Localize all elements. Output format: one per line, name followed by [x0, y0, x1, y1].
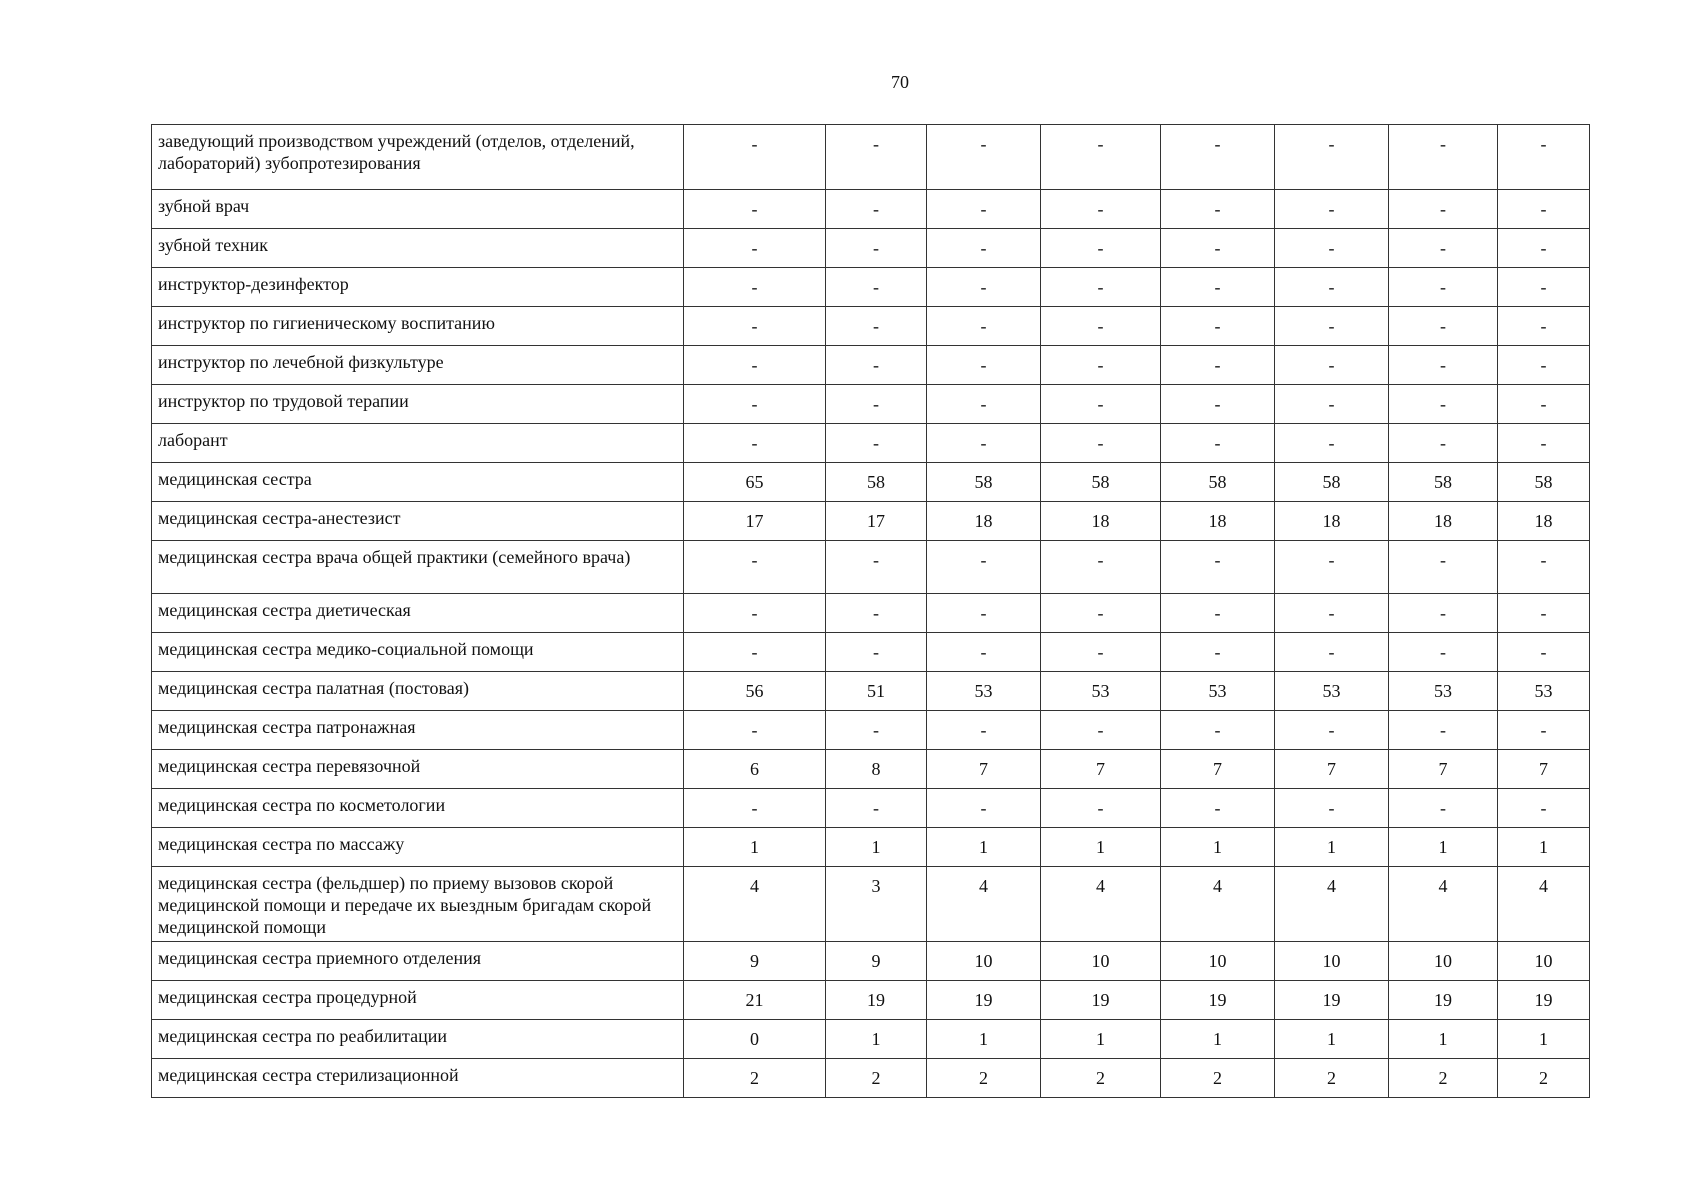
table-cell-value: 2 [1498, 1059, 1590, 1098]
table-cell-value: 18 [1041, 502, 1161, 541]
table-cell-value: 58 [1275, 463, 1389, 502]
page-number: 70 [891, 72, 909, 92]
position-name: инструктор-дезинфектор [152, 268, 684, 307]
table-cell-value: - [684, 789, 826, 828]
table-cell-value: 1 [1041, 1020, 1161, 1059]
table-cell-value: - [826, 268, 927, 307]
table-cell-value: - [1041, 268, 1161, 307]
position-name: зубной техник [152, 229, 684, 268]
table-cell-value: 1 [1498, 828, 1590, 867]
table-cell-value: 4 [1275, 867, 1389, 942]
table-cell-value: - [1275, 190, 1389, 229]
table-cell-value: 2 [927, 1059, 1041, 1098]
table-cell-value: 21 [684, 981, 826, 1020]
table-cell-value: 19 [1498, 981, 1590, 1020]
position-name: медицинская сестра стерилизационной [152, 1059, 684, 1098]
table-cell-value: - [1161, 594, 1275, 633]
table-cell-value: - [927, 711, 1041, 750]
table-cell-value: 19 [1041, 981, 1161, 1020]
table-cell-value: - [1498, 190, 1590, 229]
table-cell-value: - [1498, 789, 1590, 828]
table-cell-value: 65 [684, 463, 826, 502]
table-cell-value: - [684, 541, 826, 594]
table-cell-value: - [1498, 346, 1590, 385]
table-cell-value: 6 [684, 750, 826, 789]
table-cell-value: 19 [927, 981, 1041, 1020]
table-cell-value: 17 [826, 502, 927, 541]
table-cell-value: 19 [826, 981, 927, 1020]
table-cell-value: 1 [927, 1020, 1041, 1059]
table-cell-value: 18 [1389, 502, 1498, 541]
table-cell-value: 1 [1041, 828, 1161, 867]
table-cell-value: - [1498, 633, 1590, 672]
table-cell-value: - [826, 633, 927, 672]
table-row [152, 942, 1590, 981]
table-cell-value: - [684, 424, 826, 463]
table-row [152, 424, 1590, 463]
position-name: лаборант [152, 424, 684, 463]
table-cell-value: - [826, 541, 927, 594]
table-cell-value: - [1041, 229, 1161, 268]
table-cell-value: - [1275, 268, 1389, 307]
table-cell-value: - [1389, 268, 1498, 307]
table-cell-value: 53 [1498, 672, 1590, 711]
table-cell-value: - [826, 789, 927, 828]
table-cell-value: - [1389, 229, 1498, 268]
table-row [152, 981, 1590, 1020]
table-cell-value: - [927, 307, 1041, 346]
position-name: медицинская сестра палатная (постовая) [152, 672, 684, 711]
table-cell-value: 56 [684, 672, 826, 711]
table-cell-value: - [1041, 346, 1161, 385]
table-cell-value: - [927, 541, 1041, 594]
table-cell-value: 10 [1275, 942, 1389, 981]
table-cell-value: - [1161, 541, 1275, 594]
table-cell-value: - [1389, 424, 1498, 463]
table-cell-value: - [826, 711, 927, 750]
table-row [152, 1059, 1590, 1098]
table-row [152, 711, 1590, 750]
table-cell-value: - [1161, 789, 1275, 828]
table-cell-value: 17 [684, 502, 826, 541]
table-cell-value: 4 [1041, 867, 1161, 942]
table-cell-value: - [1161, 125, 1275, 190]
table-cell-value: 51 [826, 672, 927, 711]
table-cell-value: 58 [1161, 463, 1275, 502]
table-cell-value: - [1161, 424, 1275, 463]
table-cell-value: 9 [684, 942, 826, 981]
table-cell-value: 1 [1389, 1020, 1498, 1059]
table-cell-value: 7 [927, 750, 1041, 789]
table-cell-value: - [1041, 190, 1161, 229]
table-row [152, 789, 1590, 828]
table-row [152, 346, 1590, 385]
position-name: медицинская сестра диетическая [152, 594, 684, 633]
table-row [152, 502, 1590, 541]
table-cell-value: - [1275, 424, 1389, 463]
table-cell-value: - [1161, 385, 1275, 424]
table-row [152, 672, 1590, 711]
position-name: медицинская сестра (фельдшер) по приему вызовов скорой медицинской помощи и передаче их выездным бригадам скорой медицинской помощи [152, 867, 684, 942]
table-cell-value: - [1275, 229, 1389, 268]
table-cell-value: - [1041, 789, 1161, 828]
table-cell-value: - [1498, 125, 1590, 190]
table-cell-value: - [826, 125, 927, 190]
table-cell-value: - [1389, 711, 1498, 750]
table-cell-value: - [1389, 385, 1498, 424]
table-cell-value: 7 [1041, 750, 1161, 789]
table-cell-value: - [684, 190, 826, 229]
table-cell-value: - [1161, 307, 1275, 346]
table-cell-value: 4 [1161, 867, 1275, 942]
table-cell-value: - [684, 307, 826, 346]
table-cell-value: - [1275, 541, 1389, 594]
table-cell-value: 9 [826, 942, 927, 981]
table-cell-value: 7 [1389, 750, 1498, 789]
table-cell-value: 53 [1041, 672, 1161, 711]
table-cell-value: 10 [927, 942, 1041, 981]
table-cell-value: - [826, 190, 927, 229]
table-cell-value: - [1161, 229, 1275, 268]
table-cell-value: - [1498, 711, 1590, 750]
table-cell-value: - [1275, 307, 1389, 346]
table-cell-value: 19 [1389, 981, 1498, 1020]
table-cell-value: - [927, 346, 1041, 385]
table-cell-value: 7 [1161, 750, 1275, 789]
table-cell-value: - [1041, 541, 1161, 594]
table-cell-value: 18 [927, 502, 1041, 541]
table-cell-value: - [1389, 307, 1498, 346]
table-cell-value: - [1041, 125, 1161, 190]
table-cell-value: - [1275, 125, 1389, 190]
table-cell-value: 58 [1498, 463, 1590, 502]
table-cell-value: - [1041, 633, 1161, 672]
table-cell-value: - [1275, 385, 1389, 424]
table-cell-value: - [684, 594, 826, 633]
table-row [152, 750, 1590, 789]
table-cell-value: - [1161, 346, 1275, 385]
position-name: медицинская сестра перевязочной [152, 750, 684, 789]
table-cell-value: 18 [1498, 502, 1590, 541]
table-cell-value: 58 [927, 463, 1041, 502]
table-cell-value: - [1498, 229, 1590, 268]
table-row [152, 867, 1590, 942]
table-cell-value: - [927, 633, 1041, 672]
table-cell-value: - [1275, 789, 1389, 828]
table-cell-value: 3 [826, 867, 927, 942]
position-name: медицинская сестра по реабилитации [152, 1020, 684, 1059]
table-cell-value: 1 [1275, 1020, 1389, 1059]
table-cell-value: - [1041, 711, 1161, 750]
table-cell-value: - [684, 125, 826, 190]
table-row [152, 828, 1590, 867]
table-cell-value: - [1389, 633, 1498, 672]
table-cell-value: - [1389, 789, 1498, 828]
table-cell-value: - [826, 424, 927, 463]
position-name: медицинская сестра по косметологии [152, 789, 684, 828]
table-cell-value: 1 [826, 1020, 927, 1059]
table-cell-value: - [1498, 594, 1590, 633]
table-cell-value: - [927, 424, 1041, 463]
table-row [152, 541, 1590, 594]
table-cell-value: - [684, 385, 826, 424]
staffing-table [151, 124, 1590, 1098]
table-cell-value: 4 [684, 867, 826, 942]
table-cell-value: 1 [1389, 828, 1498, 867]
table-cell-value: - [1161, 711, 1275, 750]
table-cell-value: 58 [1389, 463, 1498, 502]
table-cell-value: - [1161, 190, 1275, 229]
table-cell-value: - [1275, 711, 1389, 750]
position-name: инструктор по лечебной физкультуре [152, 346, 684, 385]
table-cell-value: 10 [1041, 942, 1161, 981]
table-cell-value: - [1498, 307, 1590, 346]
position-name: медицинская сестра [152, 463, 684, 502]
position-name: инструктор по гигиеническому воспитанию [152, 307, 684, 346]
table-cell-value: 1 [1161, 828, 1275, 867]
table-cell-value: 2 [684, 1059, 826, 1098]
table-cell-value: - [927, 789, 1041, 828]
table-row [152, 307, 1590, 346]
table-cell-value: 4 [1389, 867, 1498, 942]
table-cell-value: 2 [1275, 1059, 1389, 1098]
table-row [152, 268, 1590, 307]
position-name: медицинская сестра патронажная [152, 711, 684, 750]
table-cell-value: - [1389, 594, 1498, 633]
position-name: медицинская сестра-анестезист [152, 502, 684, 541]
table-cell-value: - [1498, 541, 1590, 594]
position-name: медицинская сестра медико-социальной помощи [152, 633, 684, 672]
position-name: медицинская сестра приемного отделения [152, 942, 684, 981]
table-cell-value: - [1041, 594, 1161, 633]
table-cell-value: - [927, 190, 1041, 229]
position-name: инструктор по трудовой терапии [152, 385, 684, 424]
table-cell-value: - [1275, 633, 1389, 672]
position-name: заведующий производством учреждений (отделов, отделений, лабораторий) зубопротезирования [152, 125, 684, 190]
table-cell-value: - [927, 268, 1041, 307]
table-cell-value: 10 [1498, 942, 1590, 981]
table-cell-value: 2 [1041, 1059, 1161, 1098]
table-cell-value: - [1498, 424, 1590, 463]
table-cell-value: 53 [927, 672, 1041, 711]
table-cell-value: - [684, 268, 826, 307]
table-cell-value: - [826, 307, 927, 346]
table-row [152, 125, 1590, 190]
table-cell-value: 1 [927, 828, 1041, 867]
table-row [152, 1020, 1590, 1059]
table-cell-value: 2 [1161, 1059, 1275, 1098]
table-cell-value: - [927, 125, 1041, 190]
table-cell-value: - [1498, 268, 1590, 307]
table-cell-value: - [1389, 346, 1498, 385]
table-cell-value: 4 [1498, 867, 1590, 942]
table-cell-value: 1 [826, 828, 927, 867]
table-cell-value: - [927, 594, 1041, 633]
table-cell-value: - [927, 229, 1041, 268]
table-cell-value: 19 [1275, 981, 1389, 1020]
table-cell-value: 53 [1275, 672, 1389, 711]
table-cell-value: - [1389, 190, 1498, 229]
table-cell-value: 2 [1389, 1059, 1498, 1098]
table-cell-value: 1 [1161, 1020, 1275, 1059]
table-cell-value: - [684, 229, 826, 268]
position-name: медицинская сестра по массажу [152, 828, 684, 867]
table-row [152, 190, 1590, 229]
table-row [152, 385, 1590, 424]
table-cell-value: - [1389, 541, 1498, 594]
table-cell-value: 4 [927, 867, 1041, 942]
table-cell-value: 18 [1275, 502, 1389, 541]
table-body [152, 125, 1590, 1098]
table-cell-value: - [1041, 424, 1161, 463]
table-cell-value: - [1161, 268, 1275, 307]
position-name: медицинская сестра врача общей практики (семейного врача) [152, 541, 684, 594]
table-cell-value: 58 [1041, 463, 1161, 502]
table-cell-value: 10 [1389, 942, 1498, 981]
table-row [152, 229, 1590, 268]
table-cell-value: 19 [1161, 981, 1275, 1020]
table-cell-value: - [1041, 385, 1161, 424]
table-cell-value: - [826, 594, 927, 633]
table-cell-value: - [1161, 633, 1275, 672]
table-cell-value: 1 [1275, 828, 1389, 867]
table-cell-value: - [684, 633, 826, 672]
table-cell-value: 7 [1275, 750, 1389, 789]
table-cell-value: 58 [826, 463, 927, 502]
table-cell-value: 53 [1161, 672, 1275, 711]
table-cell-value: 53 [1389, 672, 1498, 711]
table-cell-value: - [826, 229, 927, 268]
table-cell-value: 1 [684, 828, 826, 867]
table-cell-value: - [1275, 346, 1389, 385]
table-cell-value: 0 [684, 1020, 826, 1059]
table-cell-value: 7 [1498, 750, 1590, 789]
table-cell-value: - [1041, 307, 1161, 346]
table-cell-value: - [1498, 385, 1590, 424]
table-cell-value: 1 [1498, 1020, 1590, 1059]
table-cell-value: - [927, 385, 1041, 424]
table-cell-value: - [1389, 125, 1498, 190]
table-cell-value: - [826, 385, 927, 424]
table-cell-value: 2 [826, 1059, 927, 1098]
table-row [152, 633, 1590, 672]
table-cell-value: 10 [1161, 942, 1275, 981]
table-cell-value: - [1275, 594, 1389, 633]
position-name: зубной врач [152, 190, 684, 229]
position-name: медицинская сестра процедурной [152, 981, 684, 1020]
table-row [152, 463, 1590, 502]
table-cell-value: 18 [1161, 502, 1275, 541]
table-row [152, 594, 1590, 633]
table-cell-value: - [684, 711, 826, 750]
table-cell-value: 8 [826, 750, 927, 789]
table-cell-value: - [684, 346, 826, 385]
table-cell-value: - [826, 346, 927, 385]
